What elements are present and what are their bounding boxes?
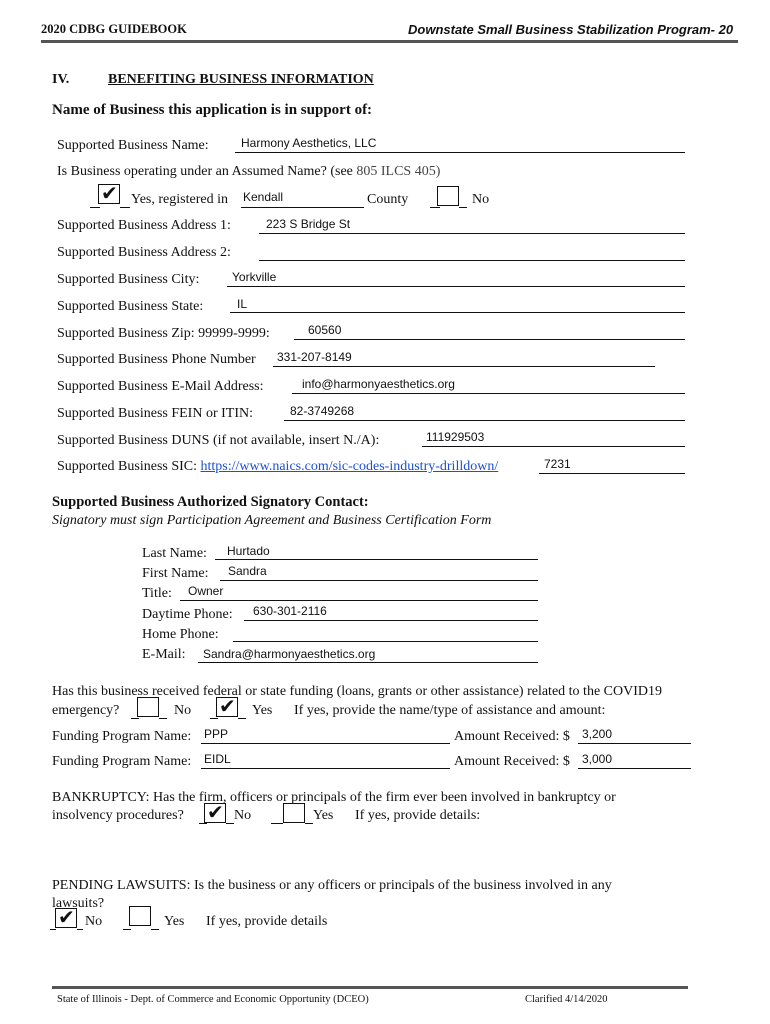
lawsuits-yes-underline-2 bbox=[151, 929, 159, 930]
assumed-yes-label: Yes, registered in bbox=[131, 192, 228, 207]
lawsuits-yes-checkbox[interactable] bbox=[129, 906, 151, 926]
bankruptcy-yes-checkbox[interactable] bbox=[283, 803, 305, 823]
bankruptcy-no-label: No bbox=[234, 808, 252, 823]
daytime-phone-line bbox=[244, 620, 538, 621]
funding-yes-label: Yes bbox=[252, 703, 273, 718]
fein-line bbox=[284, 420, 685, 421]
lawsuits-no-underline-2 bbox=[77, 929, 83, 930]
city-field[interactable]: Yorkville bbox=[232, 270, 277, 284]
bankruptcy-yes-underline-2 bbox=[305, 823, 313, 824]
business-question: Name of Business this application is in support of: bbox=[52, 102, 373, 118]
sic-link[interactable]: https://www.naics.com/sic-codes-industry-drilldown/ bbox=[200, 459, 499, 474]
funding-program-field[interactable]: EIDL bbox=[204, 752, 231, 766]
assumed-yes-checkbox[interactable] bbox=[98, 181, 120, 205]
no-underline bbox=[430, 207, 440, 208]
address1-label: Supported Business Address 1: bbox=[57, 218, 231, 233]
home-phone-label: Home Phone: bbox=[142, 627, 219, 642]
funding-emergency-label: emergency? bbox=[52, 703, 120, 718]
funding-yes-underline-2 bbox=[238, 718, 246, 719]
county-field[interactable]: Kendall bbox=[243, 190, 284, 204]
assumed-no-checkbox[interactable] bbox=[437, 186, 459, 206]
no-underline-2 bbox=[459, 207, 467, 208]
daytime-phone-field[interactable]: 630-301-2116 bbox=[253, 604, 327, 618]
program-title: Downstate Small Business Stabilization Program- 20 bbox=[408, 22, 734, 37]
title-label: Title: bbox=[142, 586, 172, 601]
last-name-label: Last Name: bbox=[142, 546, 207, 561]
funding-program-label: Funding Program Name: bbox=[52, 729, 192, 744]
checkmark-icon: ✔ bbox=[207, 800, 224, 824]
address1-field[interactable]: 223 S Bridge St bbox=[266, 217, 351, 231]
zip-label: Supported Business Zip: 99999-9999: bbox=[57, 326, 270, 341]
yes-underline-2 bbox=[120, 207, 130, 208]
duns-field[interactable]: 111929503 bbox=[426, 430, 485, 444]
amount-received-label: Amount Received: $ bbox=[454, 729, 570, 744]
city-line bbox=[227, 286, 685, 287]
bankruptcy-question: BANKRUPTCY: Has the firm, officers or principals of the firm ever been involved in bankruptcy or bbox=[52, 790, 616, 805]
funding-no-checkbox[interactable] bbox=[137, 697, 159, 717]
business-name-field[interactable]: Harmony Aesthetics, LLC bbox=[241, 136, 377, 150]
bankruptcy-no-underline-2 bbox=[226, 823, 234, 824]
email-line bbox=[292, 393, 685, 394]
bankruptcy-details-prompt: If yes, provide details: bbox=[355, 808, 481, 823]
last-name-field[interactable]: Hurtado bbox=[227, 544, 270, 558]
first-name-line bbox=[220, 580, 538, 581]
funding-details-prompt: If yes, provide the name/type of assistance and amount: bbox=[294, 703, 606, 718]
funding-question: Has this business received federal or state funding (loans, grants or other assistance) related to the COVID19 bbox=[52, 684, 662, 699]
first-name-label: First Name: bbox=[142, 566, 209, 581]
zip-field[interactable]: 60560 bbox=[308, 323, 342, 337]
phone-label: Supported Business Phone Number bbox=[57, 352, 256, 367]
funding-yes-underline bbox=[210, 718, 218, 719]
phone-field[interactable]: 331-207-8149 bbox=[277, 350, 352, 364]
amount-received-line bbox=[578, 768, 691, 769]
title-line bbox=[180, 600, 538, 601]
lawsuits-yes-underline bbox=[123, 929, 131, 930]
email-field[interactable]: info@harmonyaesthetics.org bbox=[302, 377, 455, 391]
business-name-line bbox=[235, 152, 685, 153]
bankruptcy-question-2: insolvency procedures? bbox=[52, 808, 184, 823]
checkmark-icon: ✔ bbox=[219, 694, 236, 718]
signatory-heading: Supported Business Authorized Signatory Contact: bbox=[52, 494, 369, 510]
assumed-name-question: Is Business operating under an Assumed Name? (see 805 ILCS 405) bbox=[57, 164, 441, 179]
zip-line bbox=[294, 339, 685, 340]
first-name-field[interactable]: Sandra bbox=[228, 564, 267, 578]
section-title: BENEFITING BUSINESS INFORMATION bbox=[108, 72, 374, 87]
amount-received-label: Amount Received: $ bbox=[454, 754, 570, 769]
fein-field[interactable]: 82-3749268 bbox=[290, 404, 355, 418]
business-name-label: Supported Business Name: bbox=[57, 138, 209, 153]
home-phone-line bbox=[233, 641, 538, 642]
header-rule bbox=[41, 40, 738, 43]
lawsuits-no-checkbox[interactable] bbox=[55, 905, 77, 929]
sic-label: Supported Business SIC: https://www.naics.com/sic-codes-industry-drilldown/ bbox=[57, 459, 499, 474]
funding-program-label: Funding Program Name: bbox=[52, 754, 192, 769]
phone-line bbox=[273, 366, 655, 367]
funding-program-field[interactable]: PPP bbox=[204, 727, 229, 741]
fein-label: Supported Business FEIN or ITIN: bbox=[57, 406, 253, 421]
amount-received-field[interactable]: 3,200 bbox=[582, 727, 613, 741]
state-line bbox=[230, 312, 685, 313]
footer-date: Clarified 4/14/2020 bbox=[525, 994, 608, 1005]
lawsuits-details-prompt: If yes, provide details bbox=[206, 914, 328, 929]
guidebook-title: 2020 CDBG GUIDEBOOK bbox=[41, 22, 187, 36]
funding-program-line bbox=[201, 768, 450, 769]
footer-agency: State of Illinois - Dept. of Commerce and Economic Opportunity (DCEO) bbox=[57, 994, 369, 1005]
title-field[interactable]: Owner bbox=[188, 584, 224, 598]
checkmark-icon: ✔ bbox=[101, 181, 118, 205]
sic-field[interactable]: 7231 bbox=[544, 457, 571, 471]
section-number: IV. bbox=[52, 72, 70, 87]
duns-label: Supported Business DUNS (if not available, insert N./A): bbox=[57, 433, 380, 448]
address2-line bbox=[259, 260, 685, 261]
lawsuits-yes-label: Yes bbox=[164, 914, 185, 929]
footer-rule bbox=[52, 986, 688, 989]
lawsuits-question: PENDING LAWSUITS: Is the business or any officers or principals of the business involved in any bbox=[52, 878, 612, 893]
bankruptcy-yes-underline bbox=[271, 823, 283, 824]
checkmark-icon: ✔ bbox=[58, 905, 75, 929]
county-label: County bbox=[367, 192, 409, 207]
address1-line bbox=[259, 233, 685, 234]
funding-yes-checkbox[interactable] bbox=[216, 694, 238, 718]
bankruptcy-no-underline bbox=[199, 823, 207, 824]
lawsuits-question-2: lawsuits? bbox=[52, 896, 105, 911]
funding-no-underline bbox=[131, 718, 139, 719]
sic-line bbox=[539, 473, 685, 474]
signatory-email-label: E-Mail: bbox=[142, 647, 186, 662]
amount-received-line bbox=[578, 743, 691, 744]
bankruptcy-yes-label: Yes bbox=[313, 808, 334, 823]
bankruptcy-no-checkbox[interactable] bbox=[204, 800, 226, 824]
county-line bbox=[241, 207, 364, 208]
address2-label: Supported Business Address 2: bbox=[57, 245, 231, 260]
last-name-line bbox=[215, 559, 538, 560]
state-label: Supported Business State: bbox=[57, 299, 204, 314]
email-label: Supported Business E-Mail Address: bbox=[57, 379, 264, 394]
state-field[interactable]: IL bbox=[237, 297, 248, 311]
assumed-no-label: No bbox=[472, 192, 490, 207]
lawsuits-no-label: No bbox=[85, 914, 103, 929]
signatory-email-field[interactable]: Sandra@harmonyaesthetics.org bbox=[203, 647, 376, 661]
yes-underline bbox=[90, 207, 100, 208]
funding-program-line bbox=[201, 743, 450, 744]
signatory-note: Signatory must sign Participation Agreement and Business Certification Form bbox=[52, 513, 492, 528]
duns-line bbox=[422, 446, 685, 447]
funding-no-label: No bbox=[174, 703, 192, 718]
amount-received-field[interactable]: 3,000 bbox=[582, 752, 613, 766]
funding-no-underline-2 bbox=[159, 718, 167, 719]
city-label: Supported Business City: bbox=[57, 272, 200, 287]
signatory-email-line bbox=[198, 662, 538, 663]
lawsuits-no-underline bbox=[50, 929, 56, 930]
daytime-phone-label: Daytime Phone: bbox=[142, 607, 233, 622]
